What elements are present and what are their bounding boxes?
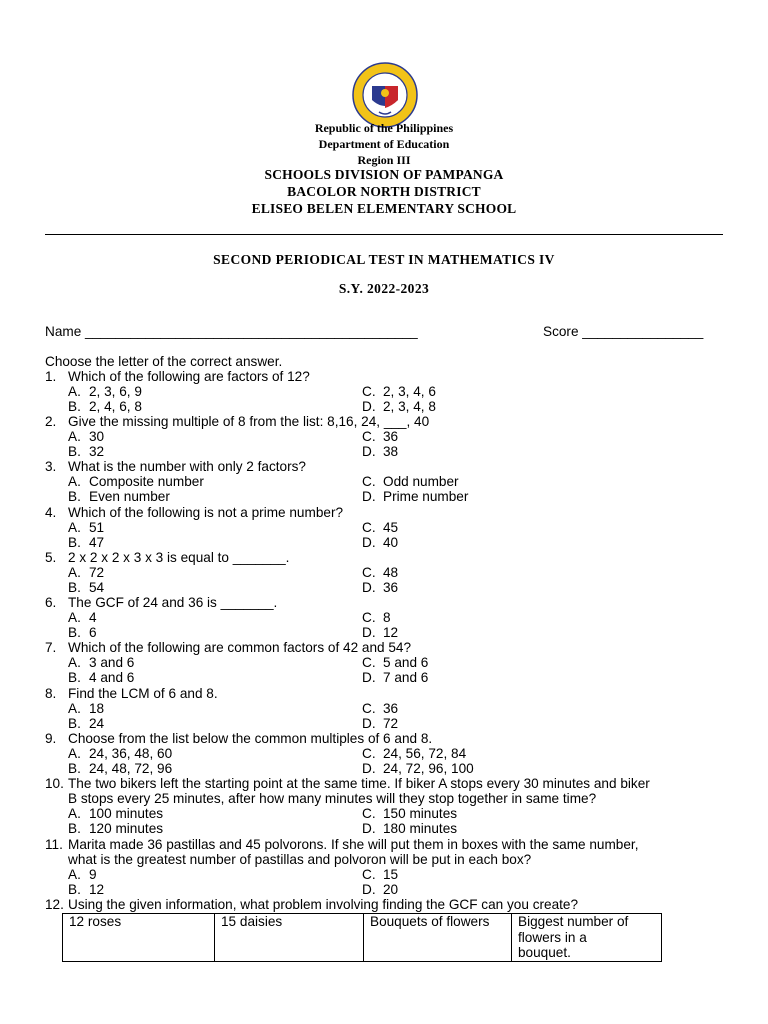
cell-line: bouquet.: [518, 945, 571, 960]
option-d[interactable]: D. 7 and 6: [362, 670, 429, 685]
option-a[interactable]: A. 30: [68, 429, 105, 444]
option-b[interactable]: B. 54: [68, 580, 105, 595]
question-text: 2 x 2 x 2 x 3 x 3 is equal to _______.: [68, 550, 290, 565]
option-c[interactable]: C. 24, 56, 72, 84: [362, 746, 467, 761]
option-b[interactable]: B. 6: [68, 625, 97, 640]
q12-info-table: [62, 913, 662, 962]
question-number: 6.: [45, 595, 57, 610]
option-c[interactable]: C. Odd number: [362, 474, 459, 489]
test-title: SECOND PERIODICAL TEST IN MATHEMATICS IV: [213, 252, 555, 267]
table-cell: 15 daisies: [215, 914, 364, 962]
table-cell: 12 roses: [63, 914, 215, 962]
option-d[interactable]: D. 20: [362, 882, 399, 897]
option-a[interactable]: A. 3 and 6: [68, 655, 135, 670]
header-republic: Republic of the Philippines: [314, 121, 454, 135]
option-b[interactable]: B. Even number: [68, 489, 170, 504]
table-cell: Bouquets of flowers: [364, 914, 512, 962]
question-text: What is the number with only 2 factors?: [68, 459, 306, 474]
table-cell: [512, 914, 662, 962]
question-number: 12.: [45, 897, 64, 912]
option-a[interactable]: A. 51: [68, 520, 105, 535]
option-d[interactable]: D. 40: [362, 535, 399, 550]
option-a[interactable]: A. 72: [68, 565, 105, 580]
question-text: The GCF of 24 and 36 is _______.: [68, 595, 278, 610]
question-number: 5.: [45, 550, 57, 565]
cell-line: flowers in a: [518, 929, 587, 945]
option-b[interactable]: B. 24, 48, 72, 96: [68, 761, 173, 776]
question-text: Which of the following are common factors of 42 and 54?: [68, 640, 412, 655]
question-number: 1.: [45, 369, 57, 384]
header-division: SCHOOLS DIVISION OF PAMPANGA: [264, 167, 504, 182]
question-number: 10.: [45, 776, 64, 791]
option-a[interactable]: A. 18: [68, 701, 105, 716]
option-a[interactable]: A. 100 minutes: [68, 806, 164, 821]
question-text: Which of the following are factors of 12?: [68, 369, 310, 384]
question-text: Which of the following is not a prime number?: [68, 505, 344, 520]
school-year: S.Y. 2022-2023: [338, 281, 430, 296]
option-b[interactable]: B. 24: [68, 716, 105, 731]
header-district: BACOLOR NORTH DISTRICT: [287, 184, 481, 199]
option-c[interactable]: C. 48: [362, 565, 399, 580]
cell-line: Biggest number of: [518, 914, 629, 929]
option-b[interactable]: B. 4 and 6: [68, 670, 135, 685]
option-c[interactable]: C. 36: [362, 429, 399, 444]
question-text-line-2: B stops every 25 minutes, after how many minutes will they stop together in same time?: [68, 791, 597, 806]
question-number: 2.: [45, 414, 57, 429]
instructions: Choose the letter of the correct answer.: [45, 354, 283, 369]
option-d[interactable]: D. 38: [362, 444, 399, 459]
option-b[interactable]: B. 47: [68, 535, 105, 550]
option-a[interactable]: A. 24, 36, 48, 60: [68, 746, 173, 761]
option-b[interactable]: B. 2, 4, 6, 8: [68, 399, 142, 414]
question-number: 4.: [45, 505, 57, 520]
question-number: 8.: [45, 686, 57, 701]
deped-seal-icon: [352, 62, 418, 128]
question-text-line-1: The two bikers left the starting point at the same time. If biker A stops every 30 minutes and biker: [68, 776, 650, 791]
header-department: Department of Education: [318, 137, 450, 151]
option-c[interactable]: C. 150 minutes: [362, 806, 458, 821]
question-number: 11.: [45, 837, 63, 852]
name-field[interactable]: Name ____________________________________________: [45, 324, 418, 339]
option-c[interactable]: C. 15: [362, 867, 399, 882]
option-c[interactable]: C. 8: [362, 610, 391, 625]
option-a[interactable]: A. Composite number: [68, 474, 204, 489]
option-d[interactable]: D. 12: [362, 625, 399, 640]
option-a[interactable]: A. 9: [68, 867, 97, 882]
question-text-line-2: what is the greatest number of pastillas and polvoron will be put in each box?: [68, 852, 532, 867]
question-text: Give the missing multiple of 8 from the list: 8,16, 24, ___, 40: [68, 414, 430, 429]
option-a[interactable]: A. 4: [68, 610, 97, 625]
question-text: Find the LCM of 6 and 8.: [68, 686, 218, 701]
option-d[interactable]: D. 72: [362, 716, 399, 731]
question-number: 7.: [45, 640, 57, 655]
header-divider: [45, 234, 723, 235]
score-field[interactable]: Score ________________: [543, 324, 704, 339]
option-d[interactable]: D. 2, 3, 4, 8: [362, 399, 436, 414]
option-c[interactable]: C. 36: [362, 701, 399, 716]
question-number: 9.: [45, 731, 57, 746]
table-row: [63, 914, 662, 962]
option-d[interactable]: D. 24, 72, 96, 100: [362, 761, 474, 776]
option-d[interactable]: D. Prime number: [362, 489, 469, 504]
question-text: Choose from the list below the common multiples of 6 and 8.: [68, 731, 433, 746]
header-school: ELISEO BELEN ELEMENTARY SCHOOL: [251, 201, 517, 216]
option-c[interactable]: C. 5 and 6: [362, 655, 429, 670]
option-c[interactable]: C. 2, 3, 4, 6: [362, 384, 436, 399]
option-a[interactable]: A. 2, 3, 6, 9: [68, 384, 142, 399]
header-region: Region III: [357, 153, 411, 167]
question-text-line-1: Marita made 36 pastillas and 45 polvorons. If she will put them in boxes with the same number,: [68, 837, 639, 852]
question-text: Using the given information, what problem involving finding the GCF can you create?: [68, 897, 579, 912]
option-d[interactable]: D. 180 minutes: [362, 821, 458, 836]
option-d[interactable]: D. 36: [362, 580, 399, 595]
option-b[interactable]: B. 120 minutes: [68, 821, 164, 836]
option-b[interactable]: B. 32: [68, 444, 105, 459]
option-b[interactable]: B. 12: [68, 882, 105, 897]
question-number: 3.: [45, 459, 57, 474]
option-c[interactable]: C. 45: [362, 520, 399, 535]
